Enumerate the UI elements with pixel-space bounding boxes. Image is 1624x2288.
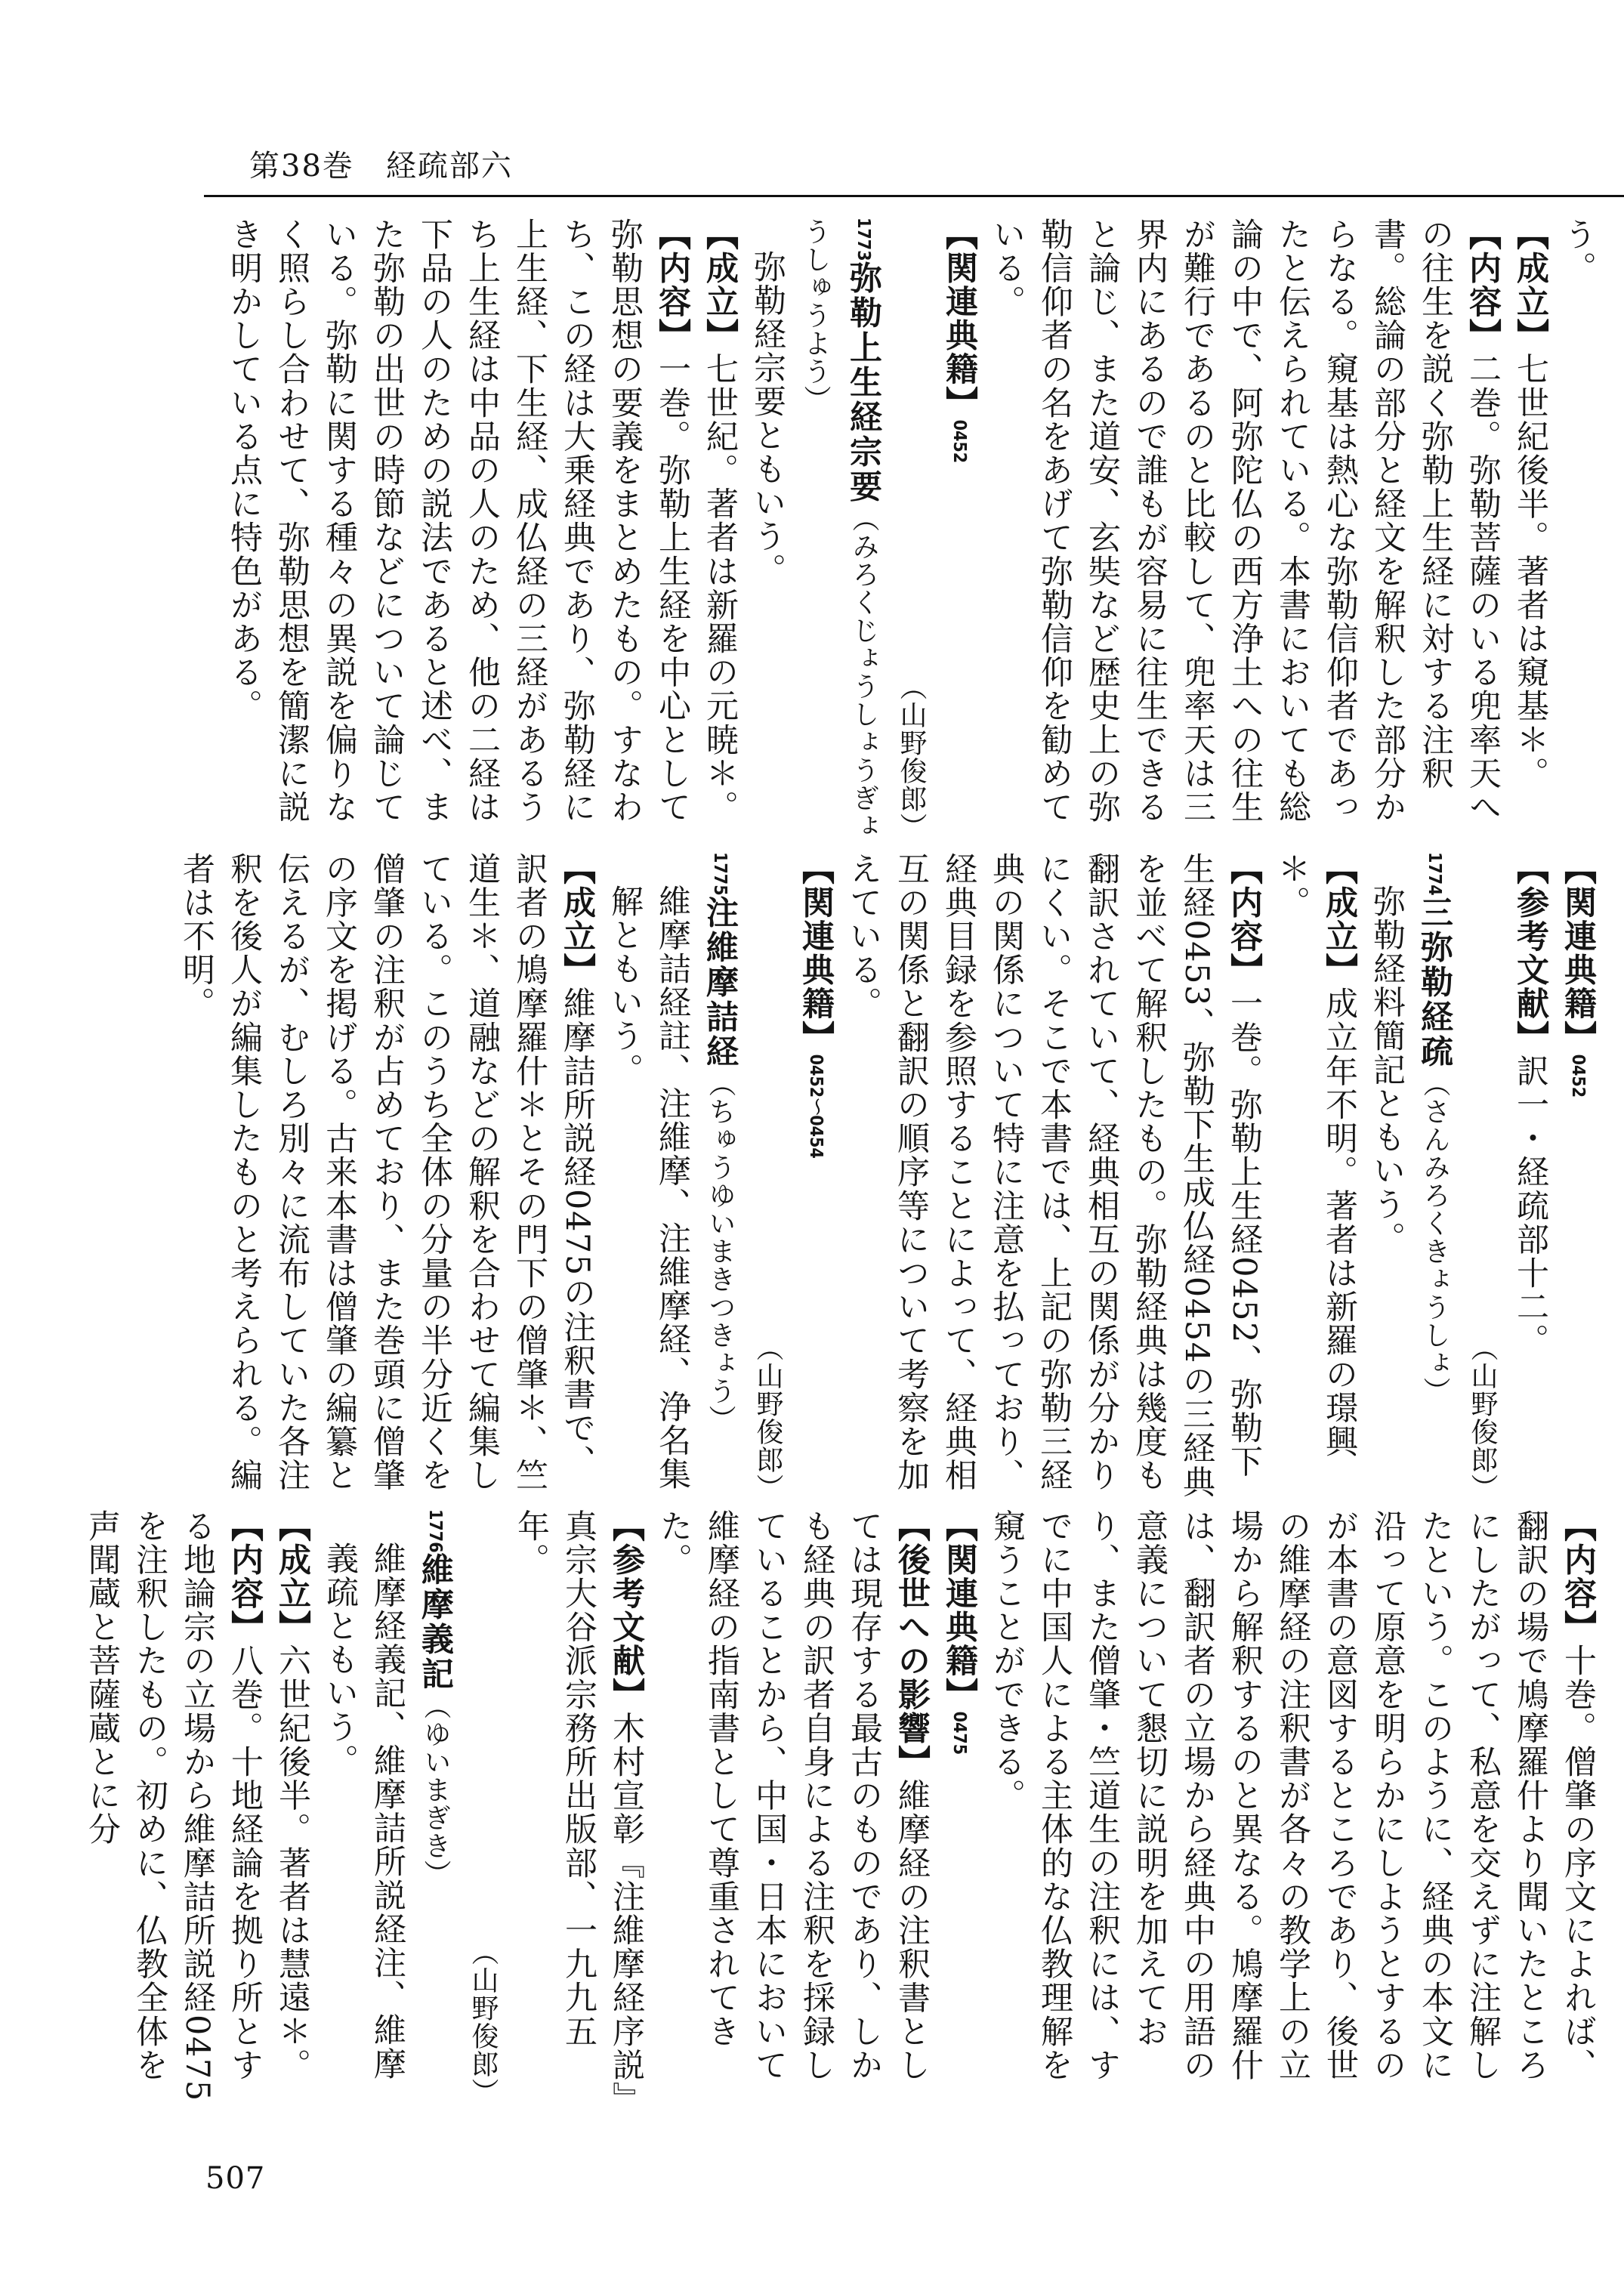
section-label: 【関連典籍】 bbox=[940, 1509, 978, 1712]
section-seiritsu bbox=[172, 852, 601, 1502]
entry-1775-heading bbox=[696, 852, 744, 1502]
section-seiritsu bbox=[1506, 218, 1554, 841]
section-text: 八巻。十地経論を拠り所とする地論宗の立場から維摩詰所説経0475を注釈したもの。初めに、仏教全体を声聞蔵と菩薩蔵とに分 bbox=[83, 1509, 264, 2102]
entry-title: 維摩義記 bbox=[416, 1552, 454, 1692]
continuation-text: う。 bbox=[1559, 218, 1597, 286]
entry-title: 弥勒上生経宗要 bbox=[844, 261, 882, 505]
entry-reading: （さんみろくきょうしょ） bbox=[1419, 1069, 1450, 1405]
entry-title: 注維摩詰経 bbox=[701, 895, 739, 1070]
section-label: 【内容】 bbox=[226, 1509, 264, 1644]
section-label: 【内容】 bbox=[1464, 218, 1502, 353]
entry-alt-names: 弥勒経宗要ともいう。 bbox=[749, 250, 786, 587]
section-label: 【成立】 bbox=[701, 218, 739, 353]
section-naiyou bbox=[983, 218, 1506, 841]
entry-author: （山野俊郎） bbox=[468, 1938, 499, 2106]
section-kanren-tenseki bbox=[1554, 852, 1601, 1502]
entry-author: （山野俊郎） bbox=[896, 673, 927, 841]
entry-1773-heading bbox=[791, 218, 888, 841]
entry-alt-names: 維摩詰経註、注維摩、注維摩経、浄名集解ともいう。 bbox=[606, 885, 691, 1491]
section-text: 訳一・経疏部十二。 bbox=[1511, 1054, 1549, 1358]
section-text: 一巻。弥勒上生経を中心として弥勒思想の要義をまとめたもの。すなわち、この経は大乗経典であり、弥勒経に上生経、下生経、成仏経の三経があるうち上生経は中品の人のため、他の二経は下品の人のための説法であると述べ、また弥勒の出世の時節などについて論じている。弥勒に関する種々の異説を偏りなく照らし合わせて、弥勒思想を簡潔に説き明かしている点に特色がある。 bbox=[225, 218, 691, 824]
reference-number: 0475 bbox=[949, 1711, 969, 1755]
section-label: 【成立】 bbox=[1511, 218, 1549, 353]
section-label: 【成立】 bbox=[1320, 852, 1358, 987]
section-text: 六世紀後半。著者は慧遠＊。 bbox=[273, 1644, 311, 2083]
entry-number: 1774 bbox=[1425, 852, 1444, 896]
reference-number: 0452 bbox=[1568, 1054, 1588, 1098]
tier-bottom bbox=[83, 1509, 1601, 2106]
section-label: 【内容】 bbox=[653, 218, 691, 353]
section-naiyou bbox=[983, 1509, 1601, 2106]
entry-number: 1776 bbox=[425, 1509, 445, 1553]
section-naiyou bbox=[78, 1509, 268, 2106]
entry-author: （山野俊郎） bbox=[752, 1334, 783, 1502]
entry-title: 三弥勒経疏 bbox=[1416, 895, 1453, 1070]
entry-number: 1775 bbox=[710, 852, 730, 896]
entry-reading: （ちゅうゆいまきつきょう） bbox=[705, 1069, 736, 1433]
running-head: 第38巻 経疏部六 bbox=[249, 149, 513, 184]
section-text: 二巻。弥勒菩薩のいる兜率天への往生を説く弥勒上生経に対する注釈書。総論の部分と経文を解釈した部分からなる。窺基は熱心な弥勒信仰者であったと伝えられている。本書においても総論の中で、阿弥陀仏の西方浄土への往生が難行であるのと比較して、兜率天は三界内にあるので誰もが容易に往生できると論じ、また道安、玄奘など歴史上の弥勒信仰者の名をあげて弥勒信仰を勧めている。 bbox=[988, 218, 1502, 824]
section-text: 維摩詰所説経0475の注釈書で、訳者の鳩摩羅什＊とその門下の僧肇＊、竺道生＊、道融などの解釈を合わせて編集している。このうち全体の分量の半分近くを僧肇の注釈が占めており、また巻頭に僧肇の序文を掲げる。古来本書は僧肇の編纂と伝えるが、むしろ別々に流布していた各注釈を後人が編集したものと考えられる。編者は不明。 bbox=[178, 852, 596, 1493]
section-kanren-tenseki bbox=[792, 852, 839, 1502]
section-text: 十巻。僧肇の序文によれば、翻訳の場で鳩摩羅什より聞いたところにしたがって、私意を交えずに注解したという。このように、経典の本文に沿って原意を明らかにしようとするのが本書の意図するところであり、後世の維摩経の注釈書が各々の教学上の立場から解釈するのと異なる。鳩摩羅什は、翻訳者の立場から経典中の用語の意義について懇切に説明を加えており、また僧肇・竺道生の注釈には、すでに中国人による主体的な仏教理解を窺うことができる。 bbox=[988, 1509, 1597, 2083]
entry-alt-names: 維摩経義記、維摩詰所説経注、維摩義疏ともいう。 bbox=[321, 1542, 406, 2081]
section-naiyou bbox=[839, 852, 1267, 1502]
entry-alt-names: 弥勒経料簡記ともいう。 bbox=[1368, 885, 1406, 1255]
section-text: 一巻。弥勒上生経0452、弥勒下生経0453、弥勒下生成仏経0454の三経典を並べて解釈したもの。弥勒経典は幾度も翻訳されていて、経典相互の関係が分かりにくい。そこで本書では、上記の弥勒三経典の関係について特に注意を払っており、経典目録を参照することによって、経典相互の関係と翻訳の順序等について考察を加えている。 bbox=[844, 852, 1263, 1499]
section-text: 七世紀。著者は新羅の元暁＊。 bbox=[701, 352, 739, 824]
entry-number: 1773 bbox=[854, 218, 873, 261]
tier-middle bbox=[178, 852, 1601, 1502]
section-label: 【内容】 bbox=[1225, 852, 1263, 987]
section-kanren-tenseki bbox=[935, 1509, 983, 2106]
section-seiritsu bbox=[696, 218, 743, 841]
section-label: 【関連典籍】 bbox=[1559, 852, 1597, 1054]
entry-1774-heading bbox=[1410, 852, 1459, 1502]
entry-reading: （みろくじょうしょうぎょうしゅうよう） bbox=[800, 218, 879, 840]
entry-1776-heading bbox=[411, 1509, 459, 2106]
section-label: 【関連典籍】 bbox=[797, 852, 835, 1054]
tier-top bbox=[204, 218, 1601, 841]
entry-author: （山野俊郎） bbox=[1467, 1334, 1498, 1502]
section-label: 【関連典籍】 bbox=[940, 218, 978, 420]
section-seiritsu bbox=[268, 1509, 316, 2106]
section-label: 【成立】 bbox=[558, 852, 596, 987]
section-label: 【参考文献】 bbox=[1511, 852, 1549, 1054]
section-kanren-tenseki bbox=[935, 218, 983, 841]
section-sankou-bunken bbox=[507, 1509, 650, 2106]
page-number: 507 bbox=[205, 2161, 266, 2196]
section-seiritsu bbox=[1267, 852, 1363, 1502]
section-text: 成立年不明。著者は新羅の璟興＊。 bbox=[1273, 852, 1358, 1459]
reference-number: 0452 bbox=[949, 419, 969, 464]
section-label: 【参考文献】 bbox=[607, 1509, 645, 1712]
section-label: 【内容】 bbox=[1559, 1509, 1597, 1644]
section-text: 七世紀後半。著者は窺基＊。 bbox=[1511, 352, 1549, 791]
reference-number: 0452〜0454 bbox=[806, 1054, 826, 1159]
section-label: 【後世への影響】 bbox=[893, 1509, 931, 1779]
section-label: 【成立】 bbox=[273, 1509, 311, 1644]
header-rule bbox=[204, 195, 1624, 197]
section-naiyou bbox=[220, 218, 696, 841]
section-text: 木村宣彰『注維摩経序説』真宗大谷派宗務所出版部、一九九五年。 bbox=[512, 1509, 645, 2100]
section-text: 維摩経の注釈書としては現存する最古のものであり、しかも経典の訳者自身による注釈を採録していることから、中国・日本において維摩経の指南書として尊重されてきた。 bbox=[655, 1509, 931, 2083]
section-sankou-bunken bbox=[1506, 852, 1554, 1502]
section-kousei-eikyou bbox=[650, 1509, 935, 2106]
entry-reading: （ゆいまぎき） bbox=[420, 1691, 451, 1888]
